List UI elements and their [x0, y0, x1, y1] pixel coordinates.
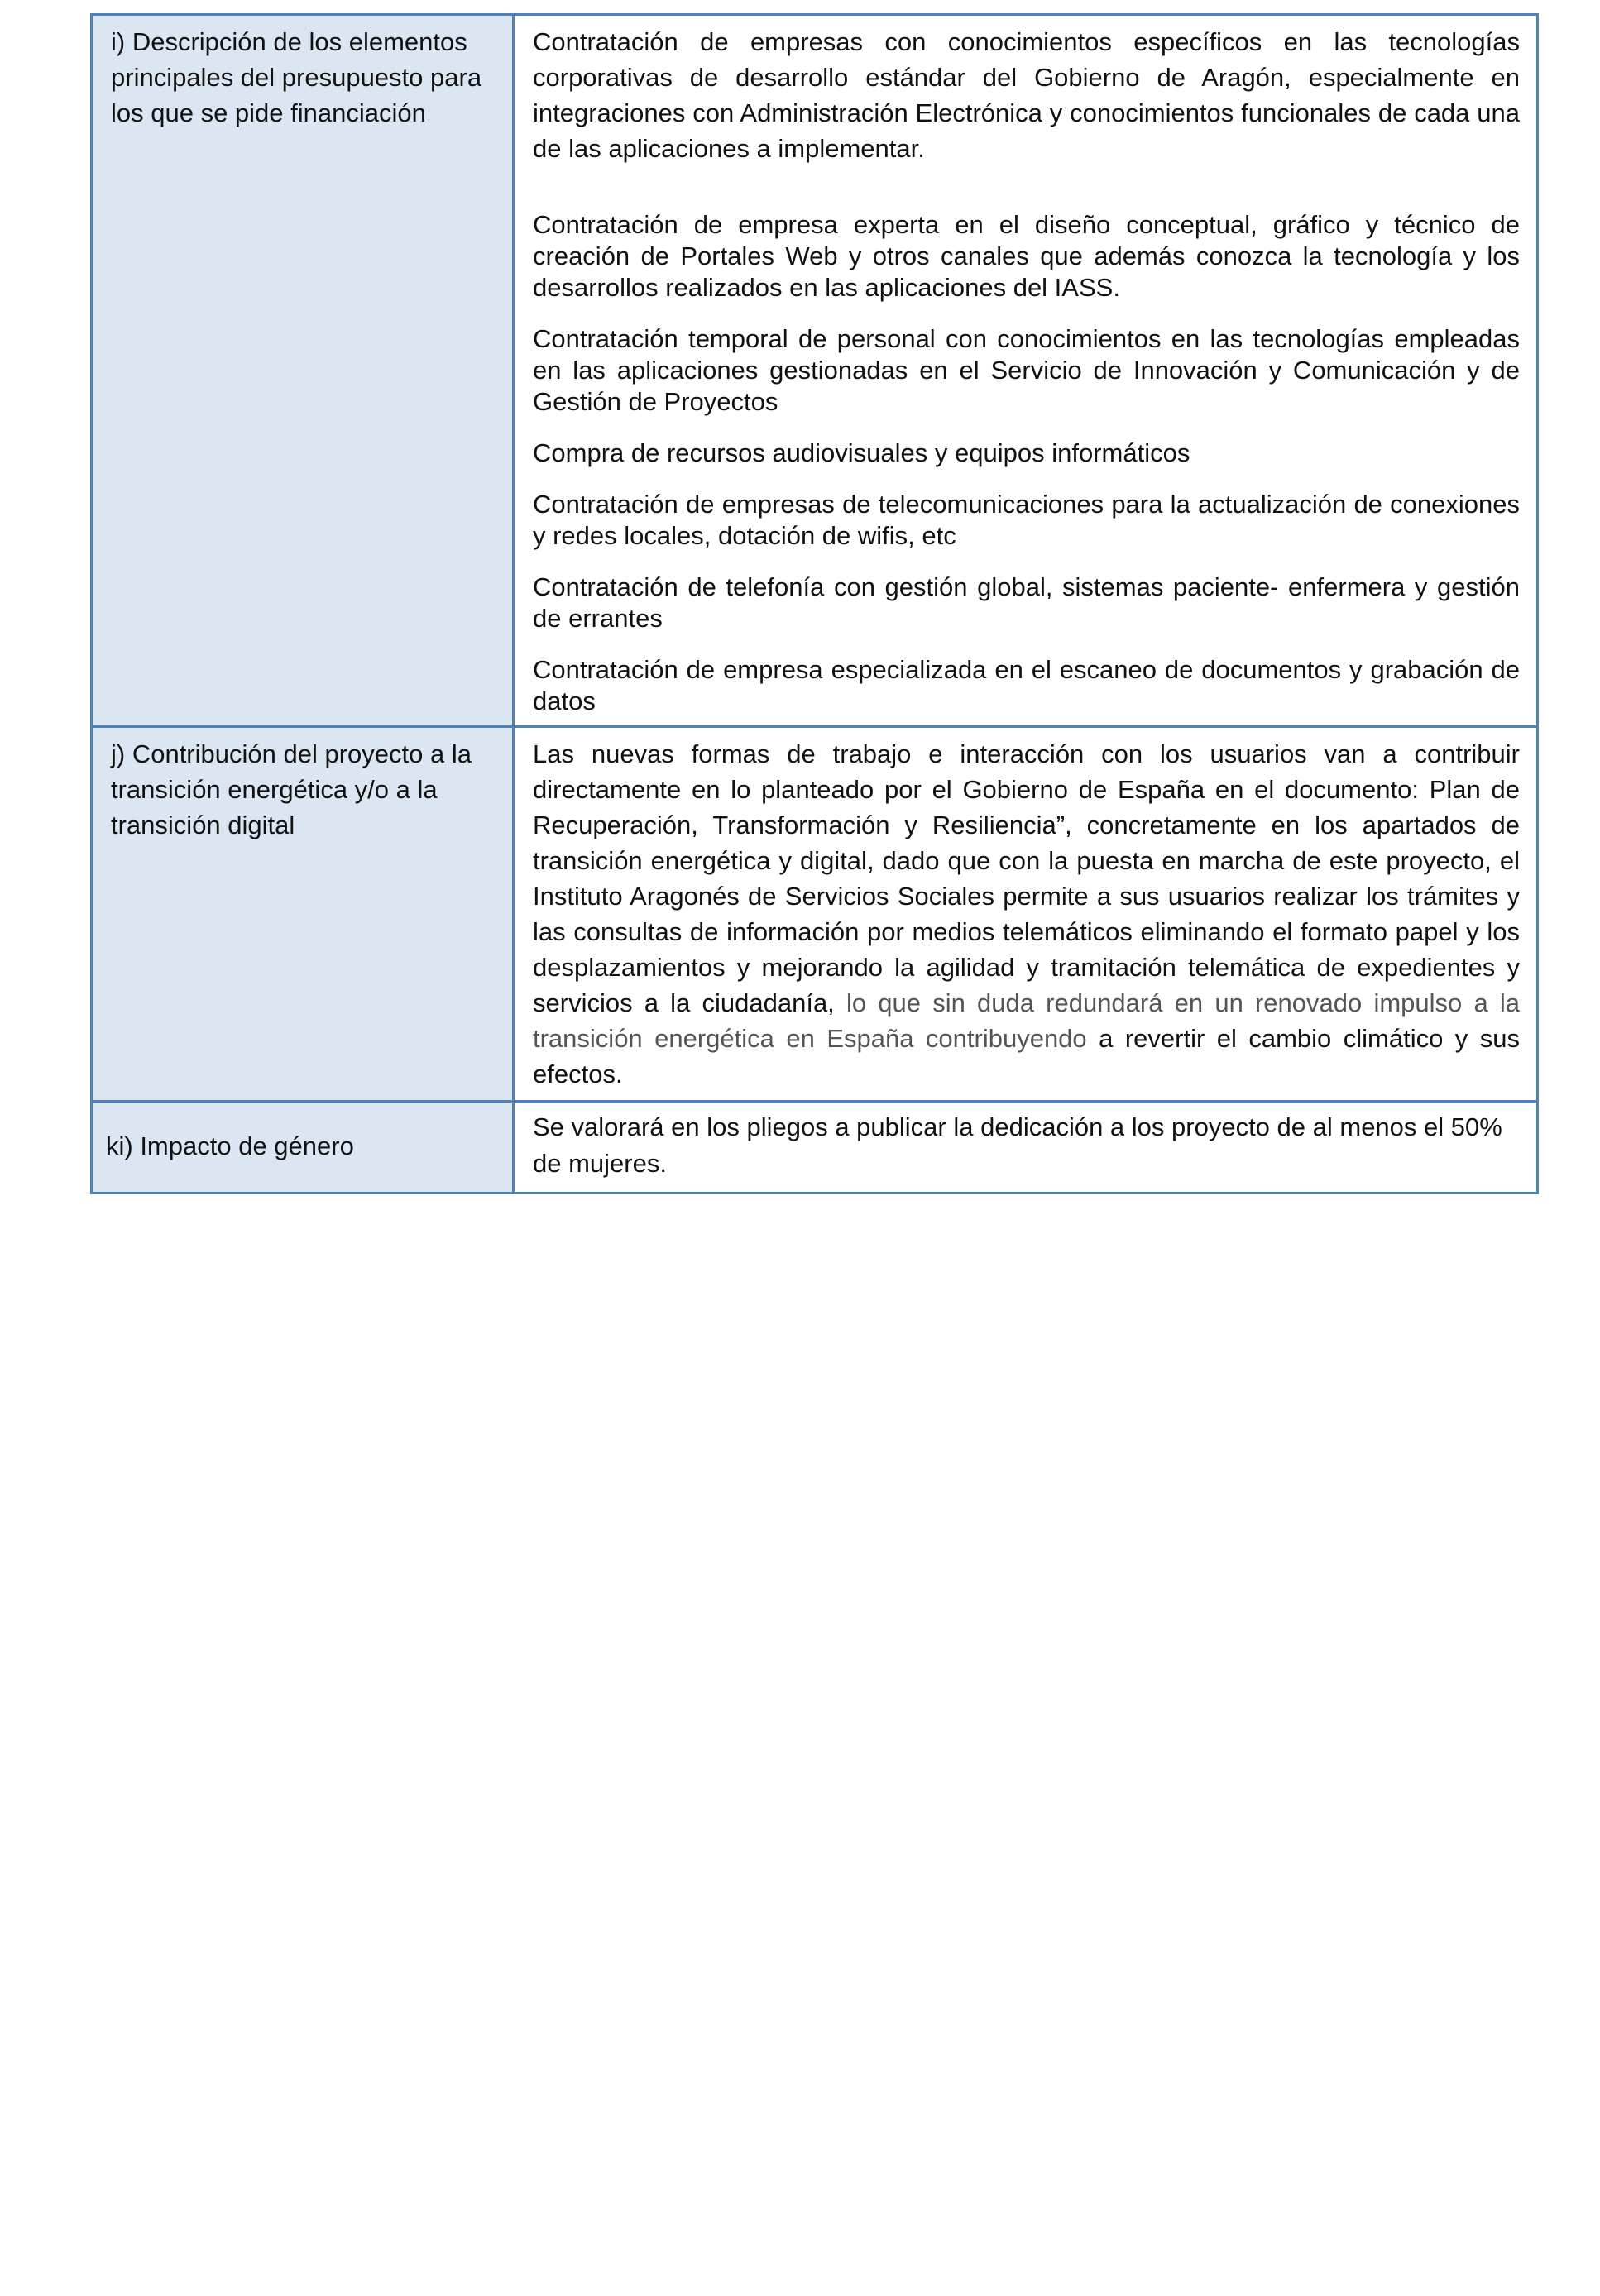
- row-label: ki) Impacto de género: [92, 1102, 514, 1193]
- paragraph: Compra de recursos audiovisuales y equipos informáticos: [533, 438, 1190, 467]
- paragraph: Contratación de empresas de telecomunicaciones para la actualización de conexiones y redes locales, dotación de wifis, etc: [533, 490, 1520, 550]
- paragraph: Se valorará en los pliegos a publicar la dedicación a los proyecto de al menos el 50% de mujeres.: [533, 1112, 1502, 1178]
- paragraph: Contratación de empresa especializada en el escaneo de documentos y grabación de datos: [533, 655, 1520, 715]
- paragraph: Contratación de telefonía con gestión global, sistemas paciente- enfermera y gestión de errantes: [533, 572, 1520, 633]
- paragraph: Contratación de empresa experta en el diseño conceptual, gráfico y técnico de creación de Portales Web y otros canales que además conozca la tecnología y los desarrollos realizados en las aplicaciones del IASS.: [533, 210, 1520, 302]
- paragraph: Contratación temporal de personal con conocimientos en las tecnologías empleadas en las aplicaciones gestionadas en el Servicio de Innovación y Comunicación y de Gestión de Proyectos: [533, 324, 1520, 416]
- row-label: j) Contribución del proyecto a la transición energética y/o a la transición digital: [92, 727, 514, 1102]
- table-row: [92, 15, 1538, 727]
- paragraph-text: Las nuevas formas de trabajo e interacción con los usuarios van a contribuir directamente en lo planteado por el Gobierno de España en el documento: Plan de Recuperación, Transformación y Resiliencia”, concretamente en los apartados de transición energética y digital, dado que con la puesta en marcha de este proyecto, el Instituto Aragonés de Servicios Sociales permite a sus usuarios realizar los trámites y las consultas de información por medios telemáticos eliminando el formato papel y los desplazamientos y mejorando la agilidad y tramitación telemática de expedientes y servicios a la ciudadanía,: [533, 739, 1520, 1017]
- paragraph: Contratación de empresas con conocimientos específicos en las tecnologías corporativas de desarrollo estándar del Gobierno de Aragón, especialmente en integraciones con Administración Electrónica y conocimientos funcionales de cada una de las aplicaciones a implementar.: [533, 27, 1520, 163]
- table-row: [92, 727, 1538, 1102]
- paragraph-text: a revertir el cambio climático y sus efectos.: [533, 1024, 1520, 1088]
- row-content: [514, 727, 1538, 1102]
- table-row: [92, 1102, 1538, 1193]
- row-content: [514, 1102, 1538, 1193]
- document-page: [90, 13, 1539, 1194]
- row-content: [514, 15, 1538, 727]
- row-label: i) Descripción de los elementos principales del presupuesto para los que se pide financiación: [92, 15, 514, 727]
- paragraph-text-grey: lo que sin duda redundará en un renovado impulso a la transición energética en España contribuyendo: [533, 988, 1520, 1053]
- paragraph: [533, 736, 1520, 1092]
- budget-table: [90, 13, 1539, 1194]
